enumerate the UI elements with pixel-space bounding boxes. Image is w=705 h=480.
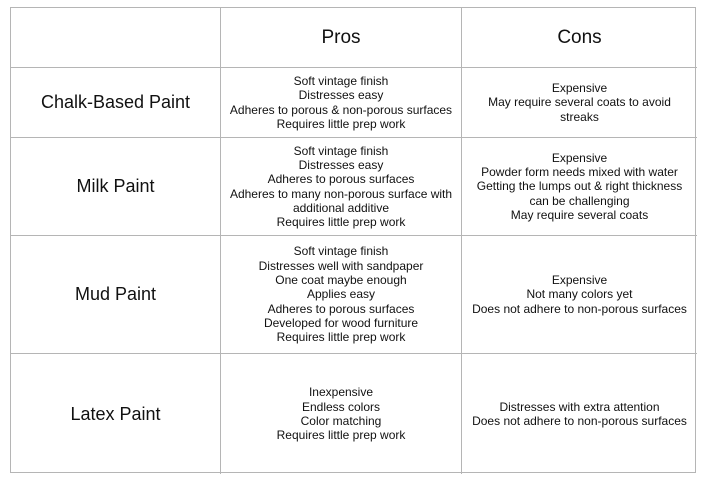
pros-line: Adheres to porous surfaces — [267, 301, 415, 316]
cons-cell-chalk — [462, 68, 697, 138]
pros-line: Inexpensive — [308, 385, 374, 400]
row-label: Mud Paint — [74, 284, 157, 304]
cons-line: Does not adhere to non-porous surfaces — [472, 414, 687, 428]
header-empty-cell — [11, 8, 221, 68]
pros-line: Distresses easy — [298, 157, 384, 172]
cons-line: Expensive — [551, 81, 608, 96]
row-header-mud — [11, 236, 221, 354]
pros-line: Distresses well with sandpaper — [258, 258, 424, 273]
row-label: Chalk-Based Paint — [40, 92, 191, 112]
pros-line: Requires little prep work — [276, 330, 406, 345]
pros-line: Adheres to porous & non-porous surfaces — [229, 102, 453, 117]
paint-comparison-table — [10, 7, 696, 473]
pros-line: Adheres to porous surfaces — [267, 172, 415, 187]
pros-line: Soft vintage finish — [293, 143, 389, 158]
cons-line: Distresses with extra attention — [499, 399, 660, 414]
cons-cell-milk — [462, 138, 697, 236]
pros-cell-chalk — [221, 68, 462, 138]
cons-line: May require several coats — [510, 207, 649, 222]
header-cons — [462, 8, 697, 68]
cons-cell-mud — [462, 236, 697, 354]
cons-line: Not many colors yet — [526, 287, 633, 302]
pros-line: One coat maybe enough — [275, 273, 407, 288]
pros-line: Color matching — [300, 414, 382, 428]
cons-line: May require several coats to avoid — [488, 95, 671, 110]
pros-line: Soft vintage finish — [293, 244, 389, 259]
row-header-milk — [11, 138, 221, 236]
pros-line: Requires little prep work — [276, 116, 406, 131]
pros-line: Requires little prep work — [276, 428, 406, 443]
row-header-chalk — [11, 68, 221, 138]
cons-line: Does not adhere to non-porous surfaces — [472, 301, 687, 316]
header-pros — [221, 8, 462, 68]
pros-line: Developed for wood furniture — [263, 315, 419, 330]
row-header-latex — [11, 354, 221, 474]
header-pros-label: Pros — [321, 26, 361, 48]
row-label: Latex Paint — [70, 403, 161, 424]
pros-line: Applies easy — [306, 287, 376, 302]
pros-cell-mud — [221, 236, 462, 354]
pros-line: additional additive — [292, 200, 390, 215]
pros-line: Soft vintage finish — [293, 73, 389, 88]
pros-line: Distresses easy — [298, 88, 384, 103]
pros-line: Adheres to many non-porous surface with — [229, 186, 453, 201]
pros-cell-latex — [221, 354, 462, 474]
pros-line: Requires little prep work — [276, 215, 406, 230]
pros-cell-milk — [221, 138, 462, 236]
cons-cell-latex — [462, 354, 697, 474]
cons-line: Expensive — [551, 273, 608, 288]
header-cons-label: Cons — [557, 26, 602, 48]
cons-line: streaks — [560, 109, 599, 124]
cons-line: Powder form needs mixed with water — [481, 165, 678, 180]
cons-line: Getting the lumps out & right thickness — [476, 179, 683, 194]
row-label: Milk Paint — [76, 176, 155, 196]
cons-line: Expensive — [551, 150, 608, 165]
pros-line: Endless colors — [301, 399, 381, 414]
cons-line: can be challenging — [529, 193, 630, 208]
